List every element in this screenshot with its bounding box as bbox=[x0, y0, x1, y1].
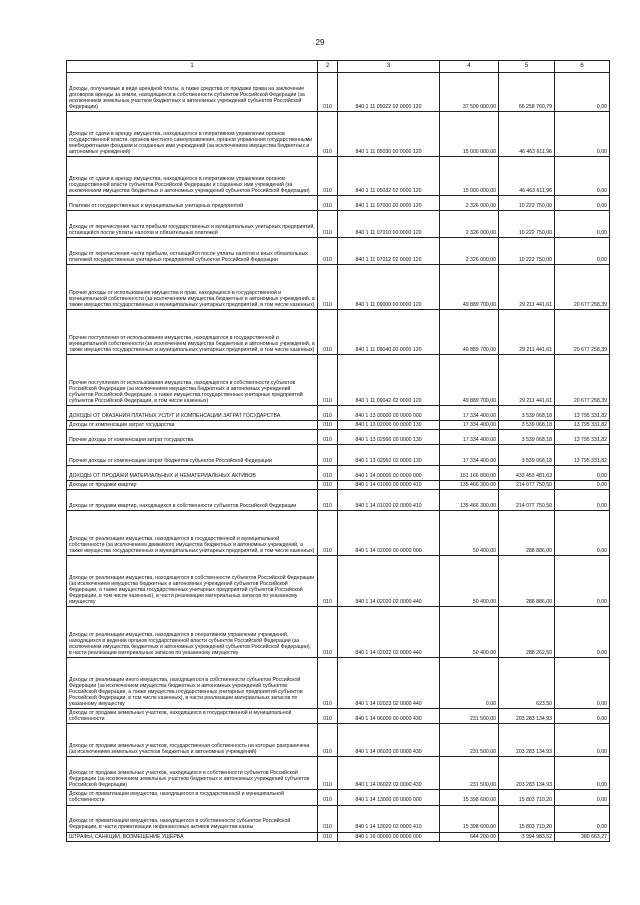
row-rest: 13 795 331,82 bbox=[555, 421, 610, 430]
row-kbk: 840 1 13 02992 02 0000 130 bbox=[338, 445, 440, 466]
column-header: 1 bbox=[67, 61, 318, 73]
row-plan: 15 398 600,00 bbox=[440, 790, 499, 805]
row-kbk: 840 1 14 06000 00 0000 430 bbox=[338, 709, 440, 724]
table-row bbox=[67, 430, 610, 445]
row-name: Доходы от компенсации затрат государства bbox=[67, 421, 318, 430]
row-kbk: 840 1 14 06022 02 0000 430 bbox=[338, 757, 440, 790]
row-name: Доходы от приватизации имущества, находящегося в государственной и муниципальной собственности bbox=[67, 790, 318, 805]
row-kbk: 840 1 14 06020 00 0000 430 bbox=[338, 724, 440, 757]
row-fact: 3 539 068,18 bbox=[499, 445, 555, 466]
row-plan: 15 398 600,00 bbox=[440, 805, 499, 832]
row-code: 010 bbox=[318, 658, 338, 709]
row-name: Доходы от перечисления части прибыли государственных и муниципальных унитарных предприятий, остающейся после уплаты налогов и обязательных платежей bbox=[67, 211, 318, 238]
table-row bbox=[67, 790, 610, 805]
row-fact: 203 283 134,93 bbox=[499, 709, 555, 724]
row-plan: 17 334 400,00 bbox=[440, 406, 499, 421]
row-code: 010 bbox=[318, 832, 338, 841]
table-row bbox=[67, 832, 610, 841]
table-row bbox=[67, 556, 610, 607]
row-code: 010 bbox=[318, 355, 338, 406]
row-plan: 17 334 400,00 bbox=[440, 445, 499, 466]
row-rest: 0,00 bbox=[555, 157, 610, 196]
row-kbk: 840 1 16 00000 00 0000 000 bbox=[338, 832, 440, 841]
row-name: ДОХОДЫ ОТ ОКАЗАНИЯ ПЛАТНЫХ УСЛУГ И КОМПЕНСАЦИИ ЗАТРАТ ГОСУДАРСТВА bbox=[67, 406, 318, 421]
row-rest: 0,00 bbox=[555, 556, 610, 607]
row-rest: 0,00 bbox=[555, 490, 610, 511]
row-kbk: 840 1 11 05030 00 0000 120 bbox=[338, 112, 440, 157]
row-plan: 151 166 800,00 bbox=[440, 466, 499, 481]
row-plan: 50 400,00 bbox=[440, 556, 499, 607]
row-name: Прочие доходы от использования имущества и прав, находящихся в государственной и муниципальной собственности (за исключением имущества бюджетных и автономных учреждений, а также имущества государственных и муниципальных унитарных предприятий, в том числе казенных) bbox=[67, 265, 318, 310]
row-fact: 288 262,50 bbox=[499, 607, 555, 658]
row-name: Доходы от продажи земельных участков, государственная собственность на которые разграничена (за исключением земельных участков бюджетных и автономных учреждений) bbox=[67, 724, 318, 757]
column-header: 3 bbox=[338, 61, 440, 73]
row-code: 010 bbox=[318, 310, 338, 355]
row-plan: 2 326 000,00 bbox=[440, 211, 499, 238]
row-code: 010 bbox=[318, 238, 338, 265]
row-code: 010 bbox=[318, 709, 338, 724]
row-code: 010 bbox=[318, 556, 338, 607]
row-rest: 0,00 bbox=[555, 658, 610, 709]
row-fact: 29 211 441,61 bbox=[499, 265, 555, 310]
table-row bbox=[67, 73, 610, 112]
row-code: 010 bbox=[318, 490, 338, 511]
row-name: Доходы от продажи квартир, находящихся в собственности субъектов Российской Федерации bbox=[67, 490, 318, 511]
row-code: 010 bbox=[318, 757, 338, 790]
row-code: 010 bbox=[318, 157, 338, 196]
row-plan: 135 466 300,00 bbox=[440, 490, 499, 511]
row-plan: 17 334 400,00 bbox=[440, 421, 499, 430]
row-plan: 15 000 000,00 bbox=[440, 157, 499, 196]
row-name: Доходы от продажи земельных участков, находящихся в собственности субъектов Российской Федерации (за исключением земельных участков бюджетных и автономных учреждений субъектов Российской Федерации) bbox=[67, 757, 318, 790]
row-kbk: 840 1 13 02000 00 0000 130 bbox=[338, 421, 440, 430]
row-rest: 0,00 bbox=[555, 724, 610, 757]
row-name: Доходы от перечисления части прибыли, остающейся после уплаты налогов и иных обязательных платежей государственных унитарных предприятий субъектов Российской Федерации bbox=[67, 238, 318, 265]
row-fact: 433 453 481,63 bbox=[499, 466, 555, 481]
row-rest: 20 677 258,39 bbox=[555, 265, 610, 310]
table-row bbox=[67, 511, 610, 556]
row-plan: 49 889 700,00 bbox=[440, 265, 499, 310]
table-row bbox=[67, 490, 610, 511]
row-rest: 0,00 bbox=[555, 757, 610, 790]
row-name: Прочие поступления от использования имущества, находящегося в собственности субъектов Российской Федерации (за исключением имущества бюджетных и автономных учреждений субъектов Российской Федерации, а также имущества государственных унитарных предприятий субъектов Российской Федерации, в том числе казенных) bbox=[67, 355, 318, 406]
row-code: 010 bbox=[318, 481, 338, 490]
row-plan: 231 500,00 bbox=[440, 724, 499, 757]
row-fact: 3 539 068,18 bbox=[499, 421, 555, 430]
row-code: 010 bbox=[318, 790, 338, 805]
row-rest: 13 795 331,82 bbox=[555, 430, 610, 445]
row-rest: 0,00 bbox=[555, 481, 610, 490]
table-row bbox=[67, 196, 610, 211]
row-kbk: 840 1 11 09000 00 0000 120 bbox=[338, 265, 440, 310]
row-rest: 0,00 bbox=[555, 607, 610, 658]
row-fact: 10 222 750,00 bbox=[499, 238, 555, 265]
row-code: 010 bbox=[318, 265, 338, 310]
row-kbk: 840 1 14 13000 00 0000 000 bbox=[338, 790, 440, 805]
row-kbk: 840 1 14 01020 02 0000 410 bbox=[338, 490, 440, 511]
row-plan: 50 400,00 bbox=[440, 511, 499, 556]
row-code: 010 bbox=[318, 406, 338, 421]
row-plan: 49 889 700,00 bbox=[440, 355, 499, 406]
row-rest: 0,00 bbox=[555, 805, 610, 832]
row-kbk: 840 1 14 02023 02 0000 440 bbox=[338, 658, 440, 709]
row-rest: 0,00 bbox=[555, 196, 610, 211]
row-kbk: 840 1 11 09040 00 0000 120 bbox=[338, 310, 440, 355]
table-row bbox=[67, 211, 610, 238]
table-row bbox=[67, 310, 610, 355]
row-plan: 0,00 bbox=[440, 658, 499, 709]
row-kbk: 840 1 14 02022 02 0000 440 bbox=[338, 607, 440, 658]
row-fact: 15 803 710,20 bbox=[499, 805, 555, 832]
table-row bbox=[67, 355, 610, 406]
row-name: Доходы от реализации имущества, находящегося в оперативном управлении учреждений, находящихся в ведении органов государственной власти субъектов Российской Федерации (за исключением имущества бюджетных и автономных учреждений субъектов Российской Федерации), в части реализации материальных запасов по указанному имуществу bbox=[67, 607, 318, 658]
table-row bbox=[67, 112, 610, 157]
row-rest: 0,00 bbox=[555, 112, 610, 157]
table-row bbox=[67, 481, 610, 490]
row-fact: 3 539 068,18 bbox=[499, 430, 555, 445]
row-kbk: 840 1 11 07012 02 0000 120 bbox=[338, 238, 440, 265]
row-plan: 231 500,00 bbox=[440, 709, 499, 724]
row-code: 010 bbox=[318, 430, 338, 445]
table-row bbox=[67, 238, 610, 265]
row-fact: 214 077 750,50 bbox=[499, 490, 555, 511]
row-fact: 203 283 134,93 bbox=[499, 724, 555, 757]
row-plan: 15 000 000,00 bbox=[440, 112, 499, 157]
row-fact: 203 283 134,93 bbox=[499, 757, 555, 790]
row-kbk: 840 1 14 02000 00 0000 000 bbox=[338, 511, 440, 556]
column-header: 5 bbox=[499, 61, 555, 73]
table-row bbox=[67, 406, 610, 421]
row-name: Прочие доходы от компенсации затрат государства bbox=[67, 430, 318, 445]
table-row bbox=[67, 421, 610, 430]
row-plan: 17 334 400,00 bbox=[440, 430, 499, 445]
row-name: Платежи от государственных и муниципальных унитарных предприятий bbox=[67, 196, 318, 211]
row-fact: 29 211 441,61 bbox=[499, 355, 555, 406]
row-rest: 0,00 bbox=[555, 511, 610, 556]
row-fact: 214 077 750,50 bbox=[499, 481, 555, 490]
row-code: 010 bbox=[318, 724, 338, 757]
row-name: Доходы от продажи земельных участков, находящихся в государственной и муниципальной собственности bbox=[67, 709, 318, 724]
table-row bbox=[67, 445, 610, 466]
row-code: 010 bbox=[318, 421, 338, 430]
column-header: 2 bbox=[318, 61, 338, 73]
income-report-table bbox=[66, 60, 610, 842]
row-rest: 0,00 bbox=[555, 709, 610, 724]
table-row bbox=[67, 466, 610, 481]
row-rest: 380 663,27 bbox=[555, 832, 610, 841]
row-rest: 20 677 258,39 bbox=[555, 355, 610, 406]
row-plan: 644 200,00 bbox=[440, 832, 499, 841]
table-header-row bbox=[67, 61, 610, 73]
row-rest: 0,00 bbox=[555, 238, 610, 265]
row-rest: 20 677 258,39 bbox=[555, 310, 610, 355]
row-plan: 49 889 700,00 bbox=[440, 310, 499, 355]
row-kbk: 840 1 11 07000 00 0000 120 bbox=[338, 196, 440, 211]
row-plan: 50 400,00 bbox=[440, 607, 499, 658]
row-kbk: 840 1 13 00000 00 0000 000 bbox=[338, 406, 440, 421]
row-name: Доходы от реализации имущества, находящегося в собственности субъектов Российской Федерации (за исключением имущества бюджетных и автономных учреждений субъектов Российской Федерации, а также имущества государственных унитарных предприятий субъектов Российской Федерации, в том числе казенных), в части реализации материальных запасов по указанному имуществу bbox=[67, 556, 318, 607]
row-fact: 29 211 441,61 bbox=[499, 310, 555, 355]
row-fact: 10 222 750,00 bbox=[499, 211, 555, 238]
row-name: Доходы от продажи квартир bbox=[67, 481, 318, 490]
row-code: 010 bbox=[318, 511, 338, 556]
row-rest: 13 795 331,82 bbox=[555, 406, 610, 421]
row-plan: 135 466 300,00 bbox=[440, 481, 499, 490]
row-plan: 2 326 000,00 bbox=[440, 196, 499, 211]
row-name: Доходы от реализации иного имущества, находящегося в собственности субъектов Российской Федерации (за исключением имущества бюджетных и автономных учреждений субъектов Российской Федерации, а также имущества государственных унитарных предприятий субъектов Российской Федерации, в том числе казенных), в части реализации материальных запасов по указанному имуществу bbox=[67, 658, 318, 709]
row-kbk: 840 1 11 05022 02 0000 120 bbox=[338, 73, 440, 112]
row-fact: 288 886,00 bbox=[499, 511, 555, 556]
row-name: Доходы от приватизации имущества, находящегося в собственности субъектов Российской Федерации, в части приватизации нефинансовых активов имущества казны bbox=[67, 805, 318, 832]
row-rest: 0,00 bbox=[555, 790, 610, 805]
row-rest: 0,00 bbox=[555, 211, 610, 238]
table-row bbox=[67, 607, 610, 658]
table-row bbox=[67, 724, 610, 757]
table-row bbox=[67, 265, 610, 310]
row-code: 010 bbox=[318, 73, 338, 112]
column-header: 4 bbox=[440, 61, 499, 73]
column-header: 6 bbox=[555, 61, 610, 73]
row-fact: 46 463 611,96 bbox=[499, 157, 555, 196]
row-rest: 0,00 bbox=[555, 73, 610, 112]
row-name: Доходы от сдачи в аренду имущества, находящегося в оперативном управлении органов государственной власти субъектов Российской Федерации и созданных ими учреждений (за исключением имущества бюджетных и автономных учреждений субъектов Российской Федерации) bbox=[67, 157, 318, 196]
row-fact: 3 994 983,52 bbox=[499, 832, 555, 841]
row-kbk: 840 1 14 13020 02 0000 410 bbox=[338, 805, 440, 832]
row-kbk: 840 1 14 00000 00 0000 000 bbox=[338, 466, 440, 481]
row-fact: 288 886,00 bbox=[499, 556, 555, 607]
row-name: Доходы от реализации имущества, находящегося в государственной и муниципальной собственности (за исключением движимого имущества бюджетных и автономных учреждений, а также имущества государственных и муниципальных унитарных предприятий, в том числе казенных) bbox=[67, 511, 318, 556]
row-plan: 37 500 000,00 bbox=[440, 73, 499, 112]
row-fact: 15 803 710,20 bbox=[499, 790, 555, 805]
row-code: 010 bbox=[318, 607, 338, 658]
row-plan: 2 326 000,00 bbox=[440, 238, 499, 265]
row-code: 010 bbox=[318, 196, 338, 211]
row-code: 010 bbox=[318, 805, 338, 832]
row-code: 010 bbox=[318, 112, 338, 157]
row-kbk: 840 1 11 07010 00 0000 120 bbox=[338, 211, 440, 238]
row-fact: 623,50 bbox=[499, 658, 555, 709]
row-kbk: 840 1 14 02020 02 0000 440 bbox=[338, 556, 440, 607]
row-plan: 231 500,00 bbox=[440, 757, 499, 790]
row-code: 010 bbox=[318, 445, 338, 466]
table-row bbox=[67, 157, 610, 196]
table-body bbox=[67, 73, 610, 842]
row-fact: 46 463 611,96 bbox=[499, 112, 555, 157]
page-number: 29 bbox=[315, 38, 325, 47]
row-code: 010 bbox=[318, 211, 338, 238]
table-row bbox=[67, 757, 610, 790]
row-name: Прочие поступления от использования имущества, находящегося в государственной и муниципальной собственности (за исключением имущества бюджетных и автономных учреждений, а также имущества государственных и муниципальных унитарных предприятий, в том числе казенных) bbox=[67, 310, 318, 355]
row-name: Доходы от сдачи в аренду имущества, находящегося в оперативном управлении органов государственной власти, органов местного самоуправления, органов управления государственными внебюджетными фондами и созданных ими учреждений (за исключением имущества бюджетных и автономных учреждений) bbox=[67, 112, 318, 157]
row-name: Доходы, получаемые в виде арендной платы, а также средства от продажи права на заключение договоров аренды за земли, находящиеся в собственности субъектов Российской Федерации (за исключением земельных участков бюджетных и автономных учреждений субъектов Российской Федерации) bbox=[67, 73, 318, 112]
row-kbk: 840 1 14 01000 00 0000 410 bbox=[338, 481, 440, 490]
row-name: Прочие доходы от компенсации затрат бюджетов субъектов Российской Федерации bbox=[67, 445, 318, 466]
table-row bbox=[67, 658, 610, 709]
row-fact: 10 222 750,00 bbox=[499, 196, 555, 211]
row-name: ДОХОДЫ ОТ ПРОДАЖИ МАТЕРИАЛЬНЫХ И НЕМАТЕРИАЛЬНЫХ АКТИВОВ bbox=[67, 466, 318, 481]
row-rest: 0,00 bbox=[555, 466, 610, 481]
row-rest: 13 795 331,82 bbox=[555, 445, 610, 466]
row-fact: 3 539 068,18 bbox=[499, 406, 555, 421]
table-row bbox=[67, 805, 610, 832]
row-kbk: 840 1 11 09042 02 0000 120 bbox=[338, 355, 440, 406]
row-fact: 66 258 760,79 bbox=[499, 73, 555, 112]
row-name: ШТРАФЫ, САНКЦИИ, ВОЗМЕЩЕНИЕ УЩЕРБА bbox=[67, 832, 318, 841]
row-code: 010 bbox=[318, 466, 338, 481]
row-kbk: 840 1 13 02990 00 0000 130 bbox=[338, 430, 440, 445]
row-kbk: 840 1 11 05032 02 0000 120 bbox=[338, 157, 440, 196]
table-row bbox=[67, 709, 610, 724]
